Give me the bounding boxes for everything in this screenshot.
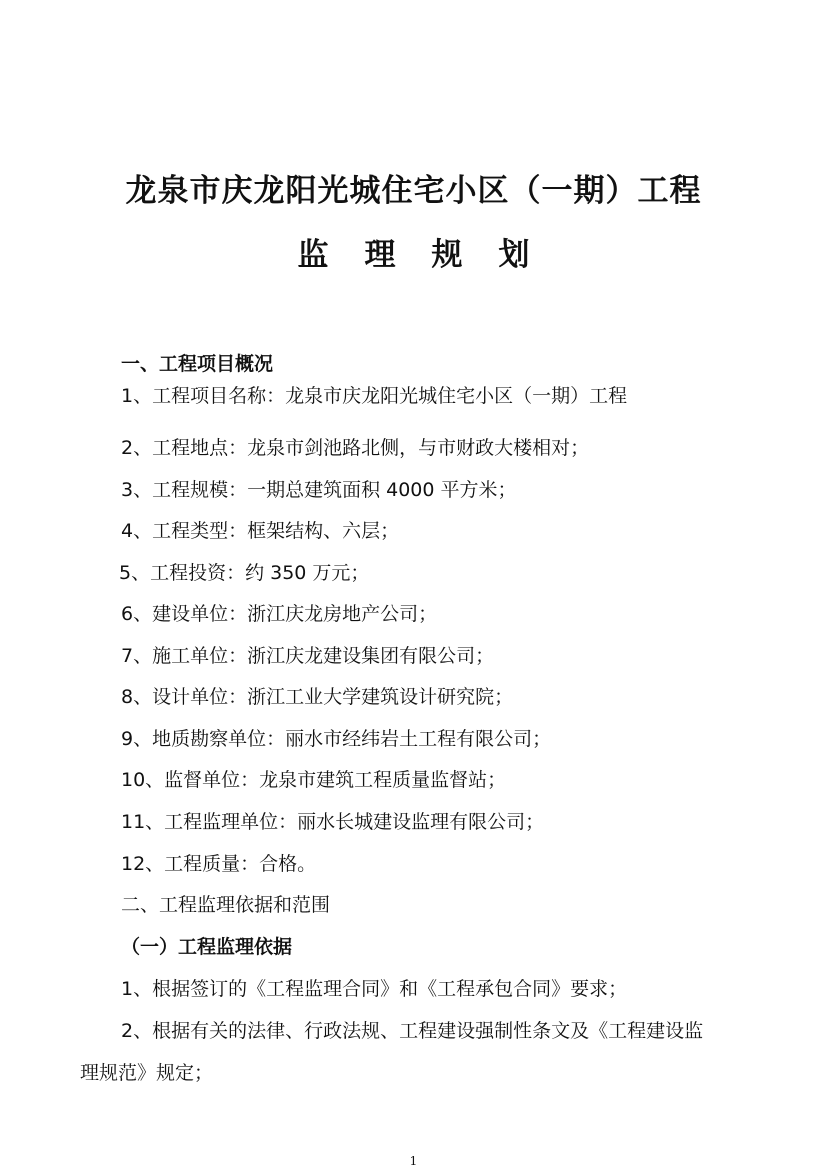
document-subtitle: 监理规划 xyxy=(297,237,566,273)
basis-item-1: 1、根据签订的《工程监理合同》和《工程承包合同》要求； xyxy=(121,978,628,1000)
overview-item-1: 1、工程项目名称：龙泉市庆龙阳光城住宅小区（一期）工程 xyxy=(121,385,628,407)
overview-item-2: 2、工程地点：龙泉市剑池路北侧，与市财政大楼相对； xyxy=(121,437,590,459)
overview-item-3: 3、工程规模：一期总建筑面积 4000 平方米； xyxy=(121,479,517,501)
overview-item-8: 8、设计单位：浙江工业大学建筑设计研究院； xyxy=(121,686,514,708)
subsection-heading-basis: （一）工程监理依据 xyxy=(121,936,293,958)
overview-item-5: 5、工程投资：约 350 万元； xyxy=(119,562,370,584)
overview-item-9: 9、地质勘察单位：丽水市经纬岩土工程有限公司； xyxy=(121,728,552,750)
overview-item-10: 10、监督单位：龙泉市建筑工程质量监督站； xyxy=(121,769,507,791)
overview-item-7: 7、施工单位：浙江庆龙建设集团有限公司； xyxy=(121,645,495,667)
section-heading-basis-scope: 二、工程监理依据和范围 xyxy=(121,894,331,916)
document-title: 龙泉市庆龙阳光城住宅小区（一期）工程 xyxy=(125,173,702,209)
basis-item-2-line-2: 理规范》规定； xyxy=(80,1062,214,1084)
overview-item-6: 6、建设单位：浙江庆龙房地产公司； xyxy=(121,603,438,625)
basis-item-2-line-1: 2、根据有关的法律、行政法规、工程建设强制性条文及《工程建设监 xyxy=(121,1020,704,1042)
overview-item-11: 11、工程监理单位：丽水长城建设监理有限公司； xyxy=(121,811,545,833)
overview-item-4: 4、工程类型：框架结构、六层； xyxy=(121,520,400,542)
overview-item-12: 12、工程质量：合格。 xyxy=(121,853,317,875)
page-number: 1 xyxy=(409,1154,418,1168)
section-heading-overview: 一、工程项目概况 xyxy=(121,353,274,375)
